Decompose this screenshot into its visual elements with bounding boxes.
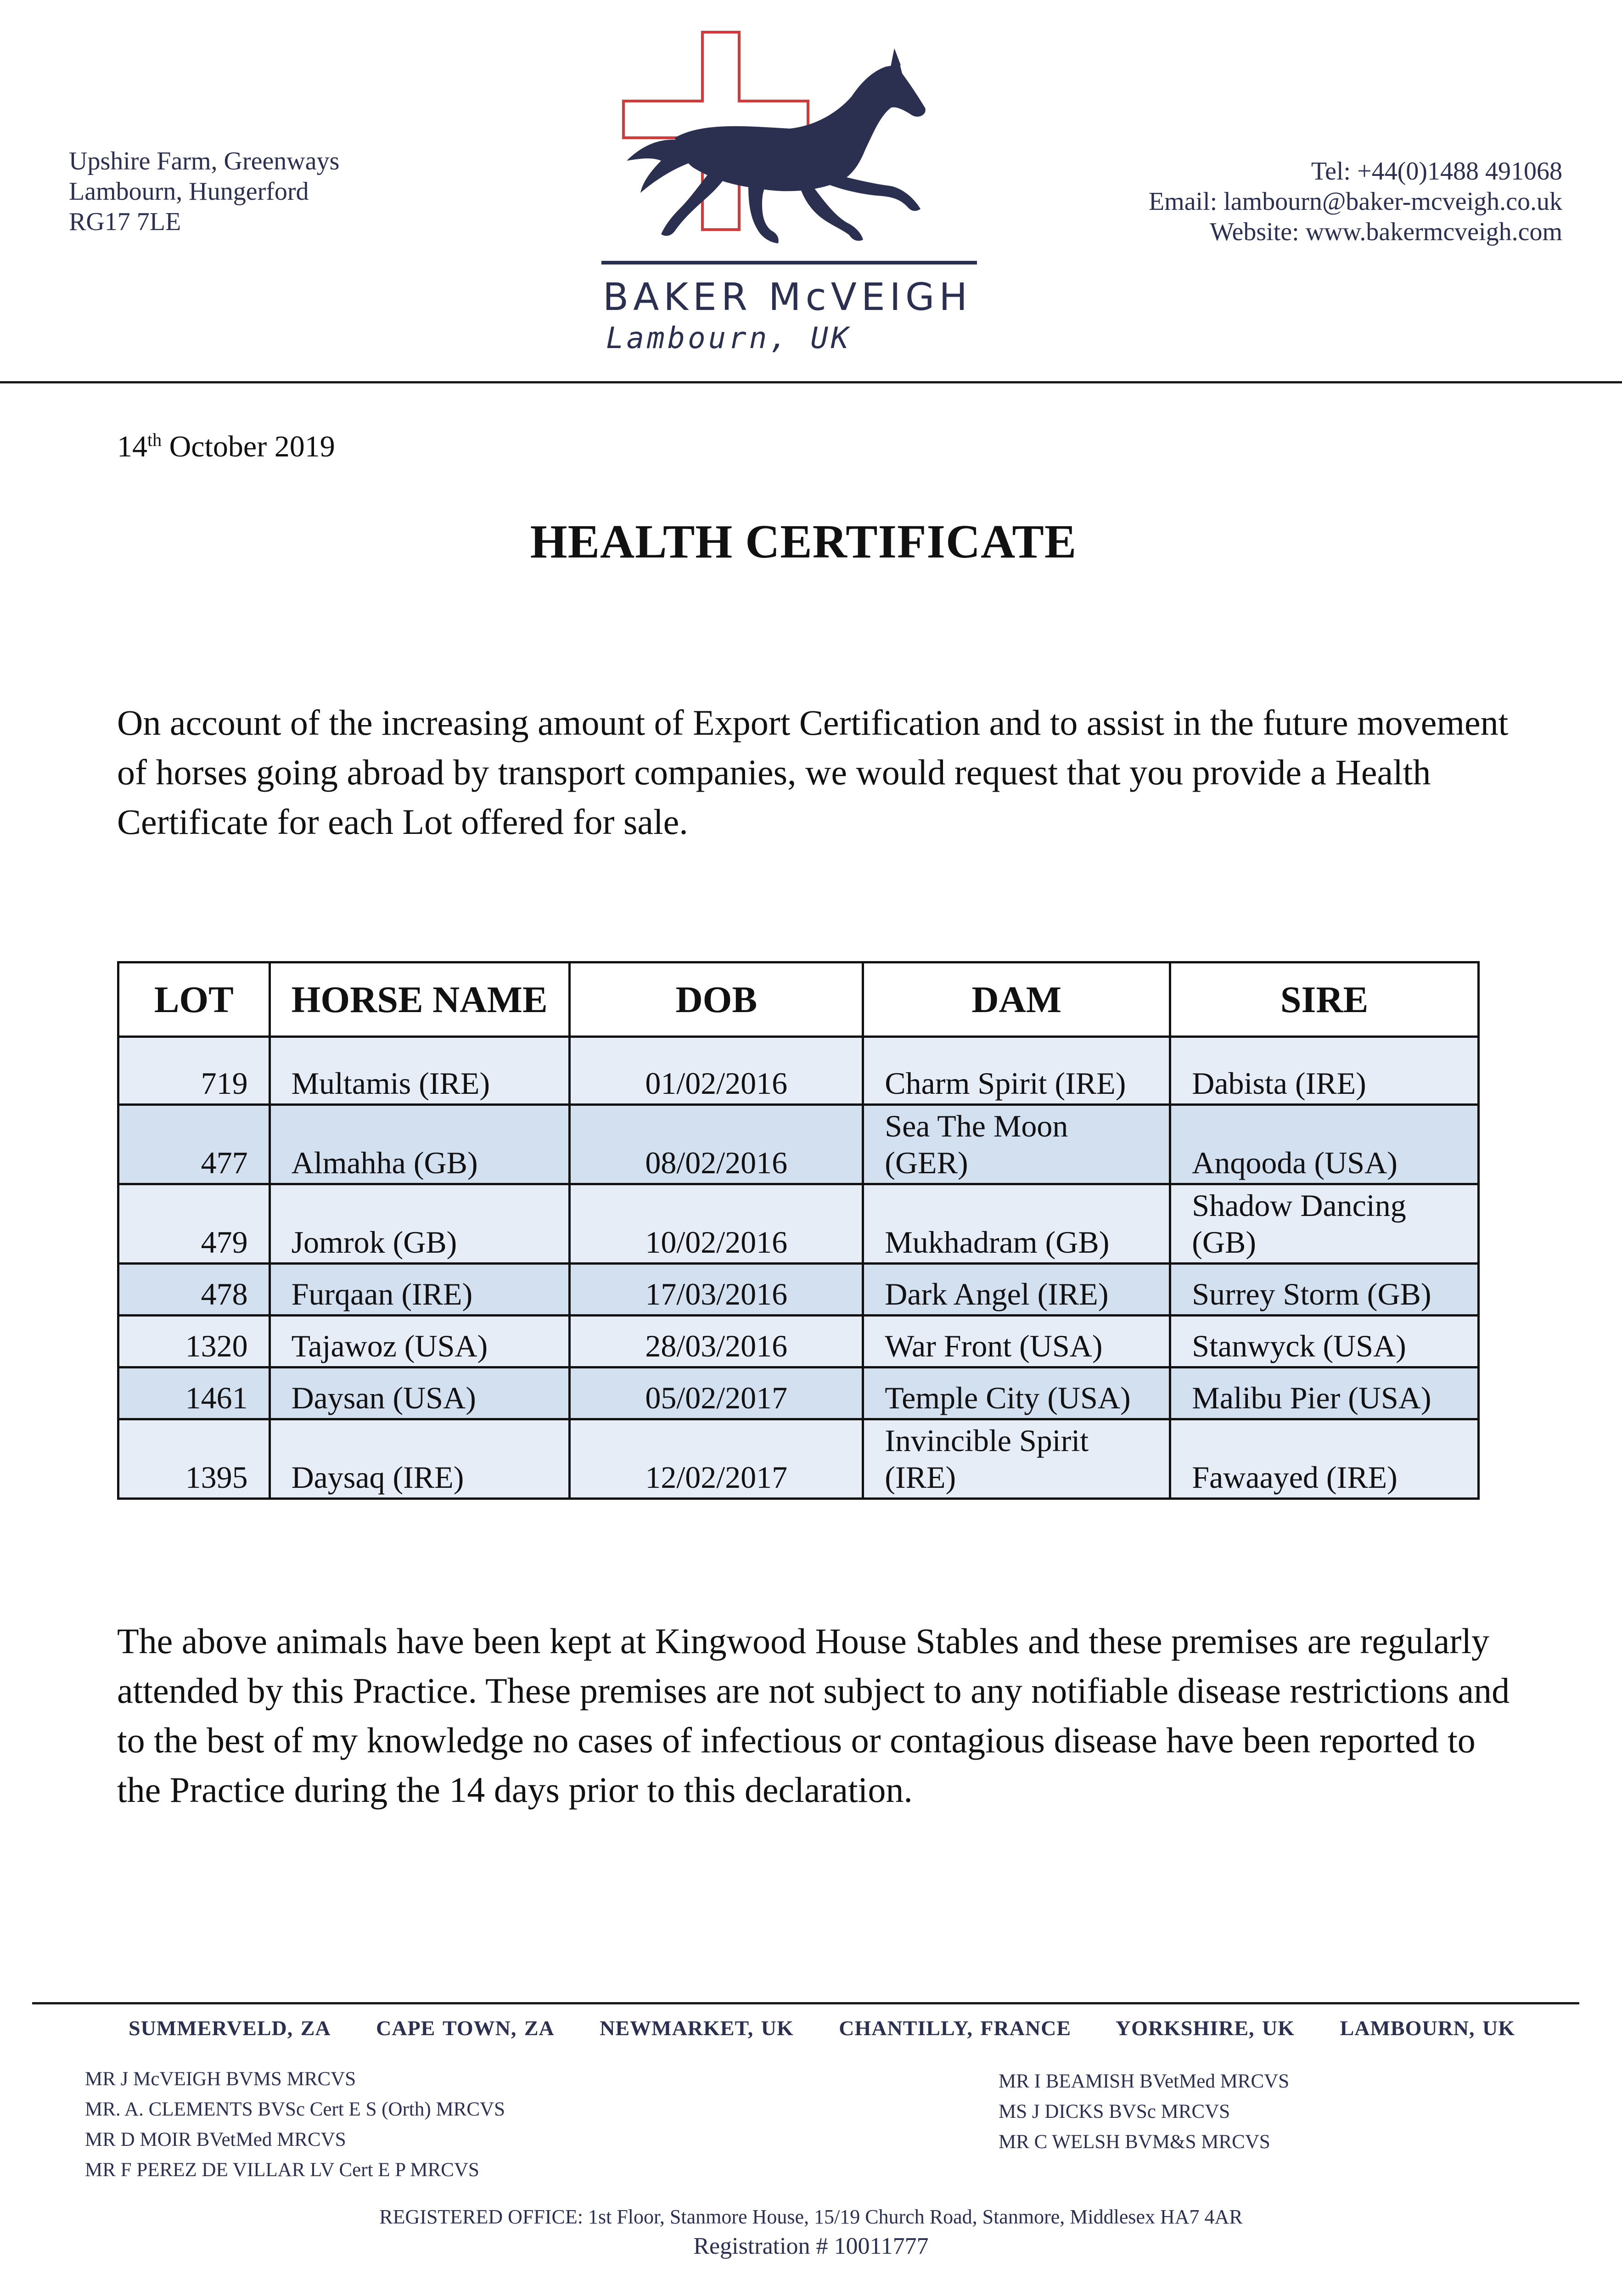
logo-underline: [601, 261, 977, 264]
cell-sire: Surrey Storm (GB): [1170, 1264, 1479, 1316]
date-suffix: th: [147, 429, 162, 450]
header-horse-name: HORSE NAME: [269, 962, 570, 1037]
address-line: RG17 7LE: [69, 208, 181, 236]
date-rest: October 2019: [162, 430, 335, 463]
cell-lot: 477: [118, 1105, 270, 1184]
table-row: [118, 1105, 1479, 1184]
cell-horse-name: Daysan (USA): [269, 1367, 570, 1419]
header-lot: LOT: [118, 962, 270, 1037]
office-location: NEWMARKET, UK: [600, 2016, 794, 2040]
cell-dam: Invincible Spirit (IRE): [863, 1419, 1170, 1499]
staff-list-left: [85, 2064, 505, 2185]
phone-line: Tel: +44(0)1488 491068: [1311, 157, 1562, 186]
header-dob: DOB: [570, 962, 863, 1037]
table-row: [118, 1316, 1479, 1367]
cell-sire: Malibu Pier (USA): [1170, 1367, 1479, 1419]
galloping-horse-icon: [627, 48, 926, 243]
header-sire: SIRE: [1170, 962, 1479, 1037]
cell-lot: 719: [118, 1037, 270, 1105]
cell-dam: Mukhadram (GB): [863, 1184, 1170, 1264]
cell-dob: 12/02/2017: [570, 1419, 863, 1499]
header-divider: [0, 381, 1622, 383]
cell-dam: War Front (USA): [863, 1316, 1170, 1367]
cell-sire: Stanwyck (USA): [1170, 1316, 1479, 1367]
intro-paragraph: On account of the increasing amount of Export Certification and to assist in the future movement of horses going abroad by transport companies, we would request that you provide a Health Certificate for each Lot offered for sale.: [117, 703, 1509, 842]
office-location: CHANTILLY, FRANCE: [839, 2016, 1072, 2040]
office-location: CAPE TOWN, ZA: [376, 2016, 555, 2040]
cell-sire: Shadow Dancing (GB): [1170, 1184, 1479, 1264]
brand-name: BAKER McVEIGH: [602, 276, 972, 319]
cell-lot: 1395: [118, 1419, 270, 1499]
declaration-paragraph: The above animals have been kept at Kingwood House Stables and these premises are regularly attended by this Practice. These premises are not subject to any notifiable disease restrictions and to the best of my knowledge no cases of infectious or contagious disease have been reported to the Practice during the 14 days prior to this declaration.: [117, 1621, 1510, 1810]
cell-horse-name: Daysaq (IRE): [269, 1419, 570, 1499]
staff-member: MR. A. CLEMENTS BVSc Cert E S (Orth) MRCVS: [85, 2099, 505, 2120]
cell-dob: 28/03/2016: [570, 1316, 863, 1367]
office-location: SUMMERVELD, ZA: [129, 2016, 331, 2040]
office-location: LAMBOURN, UK: [1340, 2016, 1515, 2040]
letter-date: [117, 429, 335, 464]
horse-table: [117, 961, 1480, 1500]
practice-contact: [1149, 156, 1562, 247]
staff-member: MR F PEREZ DE VILLAR LV Cert E P MRCVS: [85, 2159, 479, 2181]
cell-lot: 1320: [118, 1316, 270, 1367]
brand-location: Lambourn, UK: [606, 321, 852, 355]
table-row: [118, 1184, 1479, 1264]
website-line: Website: www.bakermcveigh.com: [1210, 218, 1562, 246]
cell-dob: 17/03/2016: [570, 1264, 863, 1316]
registration-number: Registration # 10011777: [693, 2233, 929, 2259]
table-header-row: [118, 962, 1479, 1037]
staff-member: MS J DICKS BVSc MRCVS: [999, 2101, 1230, 2122]
address-line: Upshire Farm, Greenways: [69, 147, 340, 175]
email-line: Email: lambourn@baker-mcveigh.co.uk: [1148, 187, 1562, 216]
cell-dam: Temple City (USA): [863, 1367, 1170, 1419]
page-title: HEALTH CERTIFICATE: [530, 515, 1077, 568]
cell-sire: Dabista (IRE): [1170, 1037, 1479, 1105]
cell-lot: 478: [118, 1264, 270, 1316]
cell-lot: 479: [118, 1184, 270, 1264]
table-row: [118, 1367, 1479, 1419]
staff-list-right: [999, 2066, 1289, 2157]
practice-address: [69, 146, 339, 237]
office-locations: [129, 2016, 1515, 2040]
footer-divider: [32, 2002, 1579, 2004]
cell-horse-name: Furqaan (IRE): [269, 1264, 570, 1316]
cell-horse-name: Multamis (IRE): [269, 1037, 570, 1105]
date-day: 14: [117, 430, 147, 463]
staff-member: MR D MOIR BVetMed MRCVS: [85, 2129, 346, 2150]
address-line: Lambourn, Hungerford: [69, 177, 309, 206]
cell-dam: Dark Angel (IRE): [863, 1264, 1170, 1316]
staff-member: MR J McVEIGH BVMS MRCVS: [85, 2068, 356, 2090]
cell-sire: Anqooda (USA): [1170, 1105, 1479, 1184]
cell-dob: 05/02/2017: [570, 1367, 863, 1419]
registered-office: REGISTERED OFFICE: 1st Floor, Stanmore House, 15/19 Church Road, Stanmore, Middlesex HA7 4AR: [379, 2206, 1243, 2228]
table-row: [118, 1264, 1479, 1316]
staff-member: MR C WELSH BVM&S MRCVS: [999, 2131, 1270, 2153]
cell-dob: 10/02/2016: [570, 1184, 863, 1264]
cell-lot: 1461: [118, 1367, 270, 1419]
cell-dob: 01/02/2016: [570, 1037, 863, 1105]
table-row: [118, 1037, 1479, 1105]
header-dam: DAM: [863, 962, 1170, 1037]
cell-dam: Sea The Moon (GER): [863, 1105, 1170, 1184]
table-row: [118, 1419, 1479, 1499]
staff-member: MR I BEAMISH BVetMed MRCVS: [999, 2071, 1290, 2092]
cell-horse-name: Tajawoz (USA): [269, 1316, 570, 1367]
office-location: YORKSHIRE, UK: [1115, 2016, 1295, 2040]
cell-horse-name: Almahha (GB): [269, 1105, 570, 1184]
cell-dam: Charm Spirit (IRE): [863, 1037, 1170, 1105]
cell-sire: Fawaayed (IRE): [1170, 1419, 1479, 1499]
cell-horse-name: Jomrok (GB): [269, 1184, 570, 1264]
cell-dob: 08/02/2016: [570, 1105, 863, 1184]
